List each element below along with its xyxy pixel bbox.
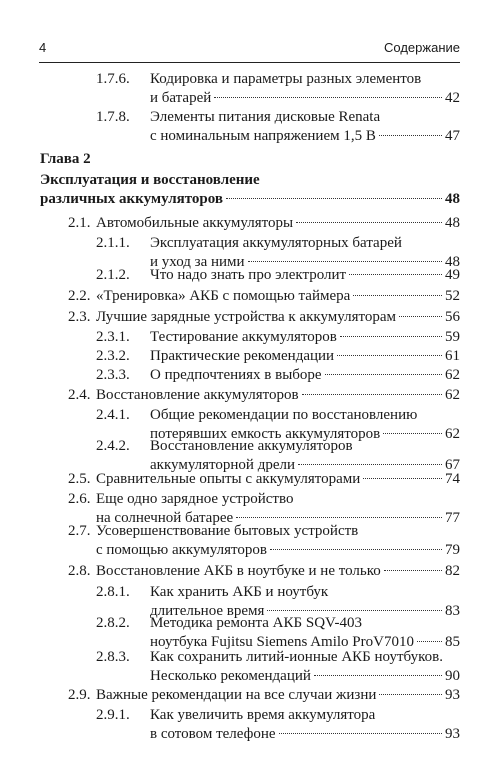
- dot-leader: [379, 135, 442, 136]
- dot-leader: [325, 374, 442, 375]
- toc-entry-title: и батарей: [150, 90, 212, 106]
- toc-entry-line: [150, 266, 460, 284]
- toc-entry-page: 93: [445, 687, 460, 703]
- toc-entry-line: [150, 234, 402, 252]
- toc-entry-page: 48: [445, 215, 460, 231]
- toc-entry-title: «Тренировка» АКБ с помощью таймера: [96, 288, 351, 304]
- dot-leader: [298, 464, 442, 465]
- toc-entry-number: 2.8.2.: [96, 615, 130, 631]
- toc-entry-page: 85: [445, 634, 460, 650]
- toc-entry-number: 2.3.3.: [96, 367, 130, 383]
- toc-entry-line: [96, 287, 460, 305]
- toc-entry-title: Методика ремонта АКБ SQV-403: [150, 615, 362, 631]
- toc-entry-line: [96, 490, 293, 508]
- toc-entry-number: 2.3.1.: [96, 329, 130, 345]
- toc-entry-title: Как сохранить литий-ионные АКБ ноутбуков.: [150, 649, 443, 665]
- toc-entry-line: [150, 648, 443, 666]
- toc-entry-page: 90: [445, 668, 460, 684]
- dot-leader: [226, 198, 442, 199]
- toc-entry-page: 59: [445, 329, 460, 345]
- toc-entry-title: Восстановление аккумуляторов: [150, 438, 353, 454]
- dot-leader: [383, 433, 442, 434]
- toc-entry-number: 2.1.: [68, 215, 91, 231]
- toc-entry-title: Элементы питания дисковые Renata: [150, 109, 381, 125]
- toc-entry-title: Несколько рекомендаций: [150, 668, 311, 684]
- toc-entry-title: Как хранить АКБ и ноутбук: [150, 584, 329, 600]
- toc-entry-number: 1.7.6.: [96, 71, 130, 87]
- toc-entry-page: 47: [445, 128, 460, 144]
- toc-entry-page: 48: [445, 254, 460, 270]
- dot-leader: [353, 295, 442, 296]
- toc-entry-line: [150, 70, 421, 88]
- toc-entry-title: Эксплуатация и восстановление: [40, 172, 260, 188]
- toc-entry-line: [150, 725, 460, 743]
- toc-entry-title: О предпочтениях в выборе: [150, 367, 322, 383]
- toc-entry-title: и уход за ними: [150, 254, 245, 270]
- toc-entry-title: Глава 2: [40, 151, 91, 167]
- toc-entry-line: [150, 406, 417, 424]
- toc-entry-page: 77: [445, 510, 460, 526]
- toc-entry-number: 2.1.2.: [96, 267, 130, 283]
- toc-entry-page: 62: [445, 426, 460, 442]
- toc-entry-line: [150, 328, 460, 346]
- toc-entry-line: [40, 150, 91, 168]
- dot-leader: [384, 570, 442, 571]
- toc-entry-line: [150, 437, 353, 455]
- dot-leader: [314, 675, 442, 676]
- toc-entry-line: [96, 214, 460, 232]
- toc-entry-title: в сотовом телефоне: [150, 726, 276, 742]
- dot-leader: [214, 97, 442, 98]
- toc-entry-title: с помощью аккумуляторов: [96, 542, 267, 558]
- header-rule: [39, 62, 460, 63]
- toc-entry-number: 2.4.2.: [96, 438, 130, 454]
- toc-entry-page: 74: [445, 471, 460, 487]
- toc-entry-title: Автомобильные аккумуляторы: [96, 215, 294, 231]
- toc-entry-line: [150, 89, 460, 107]
- toc-entry-line: [150, 614, 362, 632]
- toc-entry-line: [150, 706, 375, 724]
- toc-entry-title: аккумуляторной дрели: [150, 457, 296, 473]
- toc-entry-number: 2.7.: [68, 523, 91, 539]
- toc-entry-number: 2.3.2.: [96, 348, 130, 364]
- dot-leader: [267, 610, 442, 611]
- toc-entry-number: 2.4.: [68, 387, 91, 403]
- toc-entry-number: 2.8.1.: [96, 584, 130, 600]
- toc-entry-line: [40, 190, 460, 208]
- toc-entry-number: 2.1.1.: [96, 235, 130, 251]
- toc-entry-page: 56: [445, 309, 460, 325]
- dot-leader: [236, 517, 442, 518]
- toc-entry-page: 62: [445, 387, 460, 403]
- dot-leader: [270, 549, 442, 550]
- toc-entry-line: [150, 108, 380, 126]
- toc-entry-title: длительное время: [150, 603, 265, 619]
- dot-leader: [417, 641, 442, 642]
- toc-entry-title: Эксплуатация аккумуляторных батарей: [150, 235, 402, 251]
- toc-entry-line: [96, 470, 460, 488]
- toc-entry-page: 67: [445, 457, 460, 473]
- dot-leader: [296, 222, 442, 223]
- toc-entry-number: 2.9.1.: [96, 707, 130, 723]
- toc-entry-number: 1.7.8.: [96, 109, 130, 125]
- toc-entry-line: [150, 667, 460, 685]
- toc-entry-number: 2.5.: [68, 471, 91, 487]
- toc-entry-page: 62: [445, 367, 460, 383]
- dot-leader: [302, 394, 442, 395]
- toc-entry-number: 2.2.: [68, 288, 91, 304]
- toc-entry-page: 49: [445, 267, 460, 283]
- toc-entry-page: 82: [445, 563, 460, 579]
- toc-entry-title: с номинальным напряжением 1,5 В: [150, 128, 376, 144]
- toc-entry-line: [150, 366, 460, 384]
- dot-leader: [379, 694, 442, 695]
- toc-entry-page: 83: [445, 603, 460, 619]
- toc-entry-line: [150, 583, 328, 601]
- toc-entry-page: 61: [445, 348, 460, 364]
- toc-entry-page: 52: [445, 288, 460, 304]
- toc-entry-title: Сравнительные опыты с аккумуляторами: [96, 471, 361, 487]
- toc-entry-number: 2.8.: [68, 563, 91, 579]
- toc-entry-line: [96, 308, 460, 326]
- toc-entry-line: [96, 562, 460, 580]
- toc-entry-line: [96, 541, 460, 559]
- toc-entry-title: Лучшие зарядные устройства к аккумуляторам: [96, 309, 396, 325]
- dot-leader: [279, 733, 442, 734]
- running-header-title: Содержание: [384, 40, 460, 55]
- toc-entry-title: Что надо знать про электролит: [150, 267, 347, 283]
- toc-entry-title: потерявших емкость аккумуляторов: [150, 426, 381, 442]
- toc-entry-title: Усовершенствование бытовых устройств: [96, 523, 359, 539]
- toc-entry-number: 2.8.3.: [96, 649, 130, 665]
- toc-entry-line: [96, 522, 358, 540]
- toc-entry-page: 79: [445, 542, 460, 558]
- toc-entry-title: Восстановление аккумуляторов: [96, 387, 299, 403]
- toc-entry-title: Кодировка и параметры разных элементов: [150, 71, 422, 87]
- toc-entry-number: 2.9.: [68, 687, 91, 703]
- toc-entry-title: Как увеличить время аккумулятора: [150, 707, 376, 723]
- toc-entry-title: ноутбука Fujitsu Siemens Amilo ProV7010: [150, 634, 414, 650]
- toc-entry-number: 2.3.: [68, 309, 91, 325]
- dot-leader: [248, 261, 442, 262]
- toc-entry-title: Тестирование аккумуляторов: [150, 329, 337, 345]
- toc-entry-number: 2.6.: [68, 491, 91, 507]
- toc-entry-line: [96, 386, 460, 404]
- toc-entry-title: Еще одно зарядное устройство: [96, 491, 294, 507]
- toc-entry-number: 2.4.1.: [96, 407, 130, 423]
- toc-entry-line: [40, 171, 260, 189]
- toc-entry-title: Общие рекомендации по восстановлению: [150, 407, 418, 423]
- dot-leader: [399, 316, 442, 317]
- dot-leader: [340, 336, 442, 337]
- toc-entry-line: [96, 686, 460, 704]
- toc-entry-line: [150, 127, 460, 145]
- toc-entry-line: [150, 347, 460, 365]
- toc-entry-title: Важные рекомендации на все случаи жизни: [96, 687, 377, 703]
- dot-leader: [349, 274, 442, 275]
- toc-entry-page: 42: [445, 90, 460, 106]
- toc-entry-title: различных аккумуляторов: [40, 191, 223, 207]
- toc-entry-title: Практические рекомендации: [150, 348, 335, 364]
- toc-entry-page: 48: [445, 191, 460, 207]
- toc-entry-page: 93: [445, 726, 460, 742]
- dot-leader: [363, 478, 442, 479]
- dot-leader: [337, 355, 442, 356]
- toc-entry-title: на солнечной батарее: [96, 510, 234, 526]
- toc-entry-title: Восстановление АКБ в ноутбуке и не только: [96, 563, 381, 579]
- page-number: 4: [39, 40, 47, 55]
